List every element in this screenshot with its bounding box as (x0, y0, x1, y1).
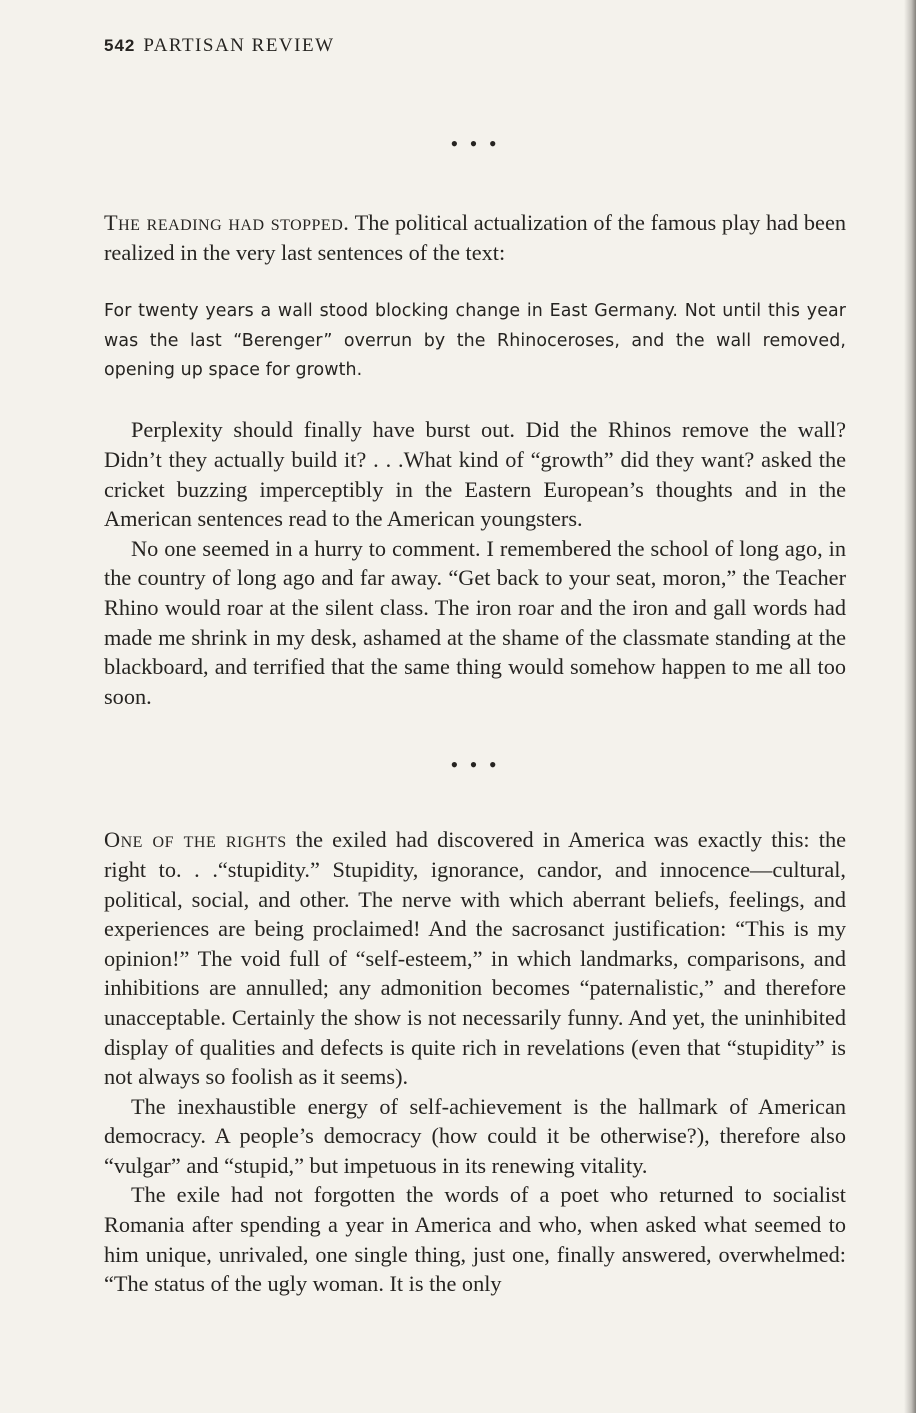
body-paragraph: Perplexity should finally have burst out. Did the Rhinos remove the wall? Didn’t they actually build it? . . .What kind of “growth” did they want? asked the cricket buzzing imperceptibly in the Eastern European’s thoughts and in the American sentences read to the American youngsters. (104, 417, 846, 532)
block-quote: For twenty years a wall stood blocking change in East Germany. Not until this year was the last “Berenger” overrun by the Rhinoceroses, and the wall removed, opening up space for growth. (104, 301, 846, 380)
section-2-opening-text: the exiled had discovered in America was exactly this: the right to. . .“stupidity.” Stupidity, ignorance, candor, and innocence—cultural, political, social, and other. The nerve with which aberrant beliefs, feelings, and experiences are being proclaimed! And the sacrosanct justification: “This is my opinion!” The void full of “self-esteem,” in which landmarks, comparisons, and inhibitions are annulled; any admonition becomes “paternalistic,” and therefore unacceptable. Certainly the show is not necessarily funny. And yet, the uninhibited display of qualities and defects is quite rich in revelations (even that “stupidity” is not always so foolish as it seems). (104, 827, 846, 1090)
page-number: 542 (104, 36, 136, 55)
body-paragraph: The inexhaustible energy of self-achievement is the hallmark of American democracy. A people’s democracy (how could it be otherwise?), therefore also “vulgar” and “stupid,” but impetuous in its renewing vitality. (104, 1093, 846, 1178)
body-paragraph: No one seemed in a hurry to comment. I remembered the school of long ago, in the country of long ago and far away. “Get back to your seat, moron,” the Teacher Rhino would roar at the silent class. The iron roar and the iron and gall words had made me shrink in my desk, ashamed at the shame of the classmate standing at the blackboard, and terrified that the same thing would somehow happen to me all too soon. (104, 535, 846, 709)
section-break-ornament: • • • (450, 752, 500, 778)
running-head (104, 30, 846, 60)
section-2-lead-in: One of the rights (104, 827, 287, 853)
section-break-ornament: • • • (450, 131, 500, 156)
journal-title: PARTISAN REVIEW (143, 35, 335, 56)
section-1-lead-in: The reading had stopped. (104, 210, 350, 235)
book-page (104, 30, 846, 1299)
body-paragraph: The exile had not forgotten the words of a poet who returned to socialist Romania after spending a year in America and who, when asked what seemed to him unique, unrivaled, one single thing, just one, finally answered, overwhelmed: “The status of the ugly woman. It is the only (104, 1182, 846, 1297)
section-1-opening-paragraph (104, 208, 846, 267)
section-1-opening-text: The political actualization of the famous play had been realized in the very last sentences of the text: (104, 210, 846, 265)
page-edge-shadow (904, 0, 916, 1413)
section-2-opening-paragraph (104, 825, 846, 1091)
